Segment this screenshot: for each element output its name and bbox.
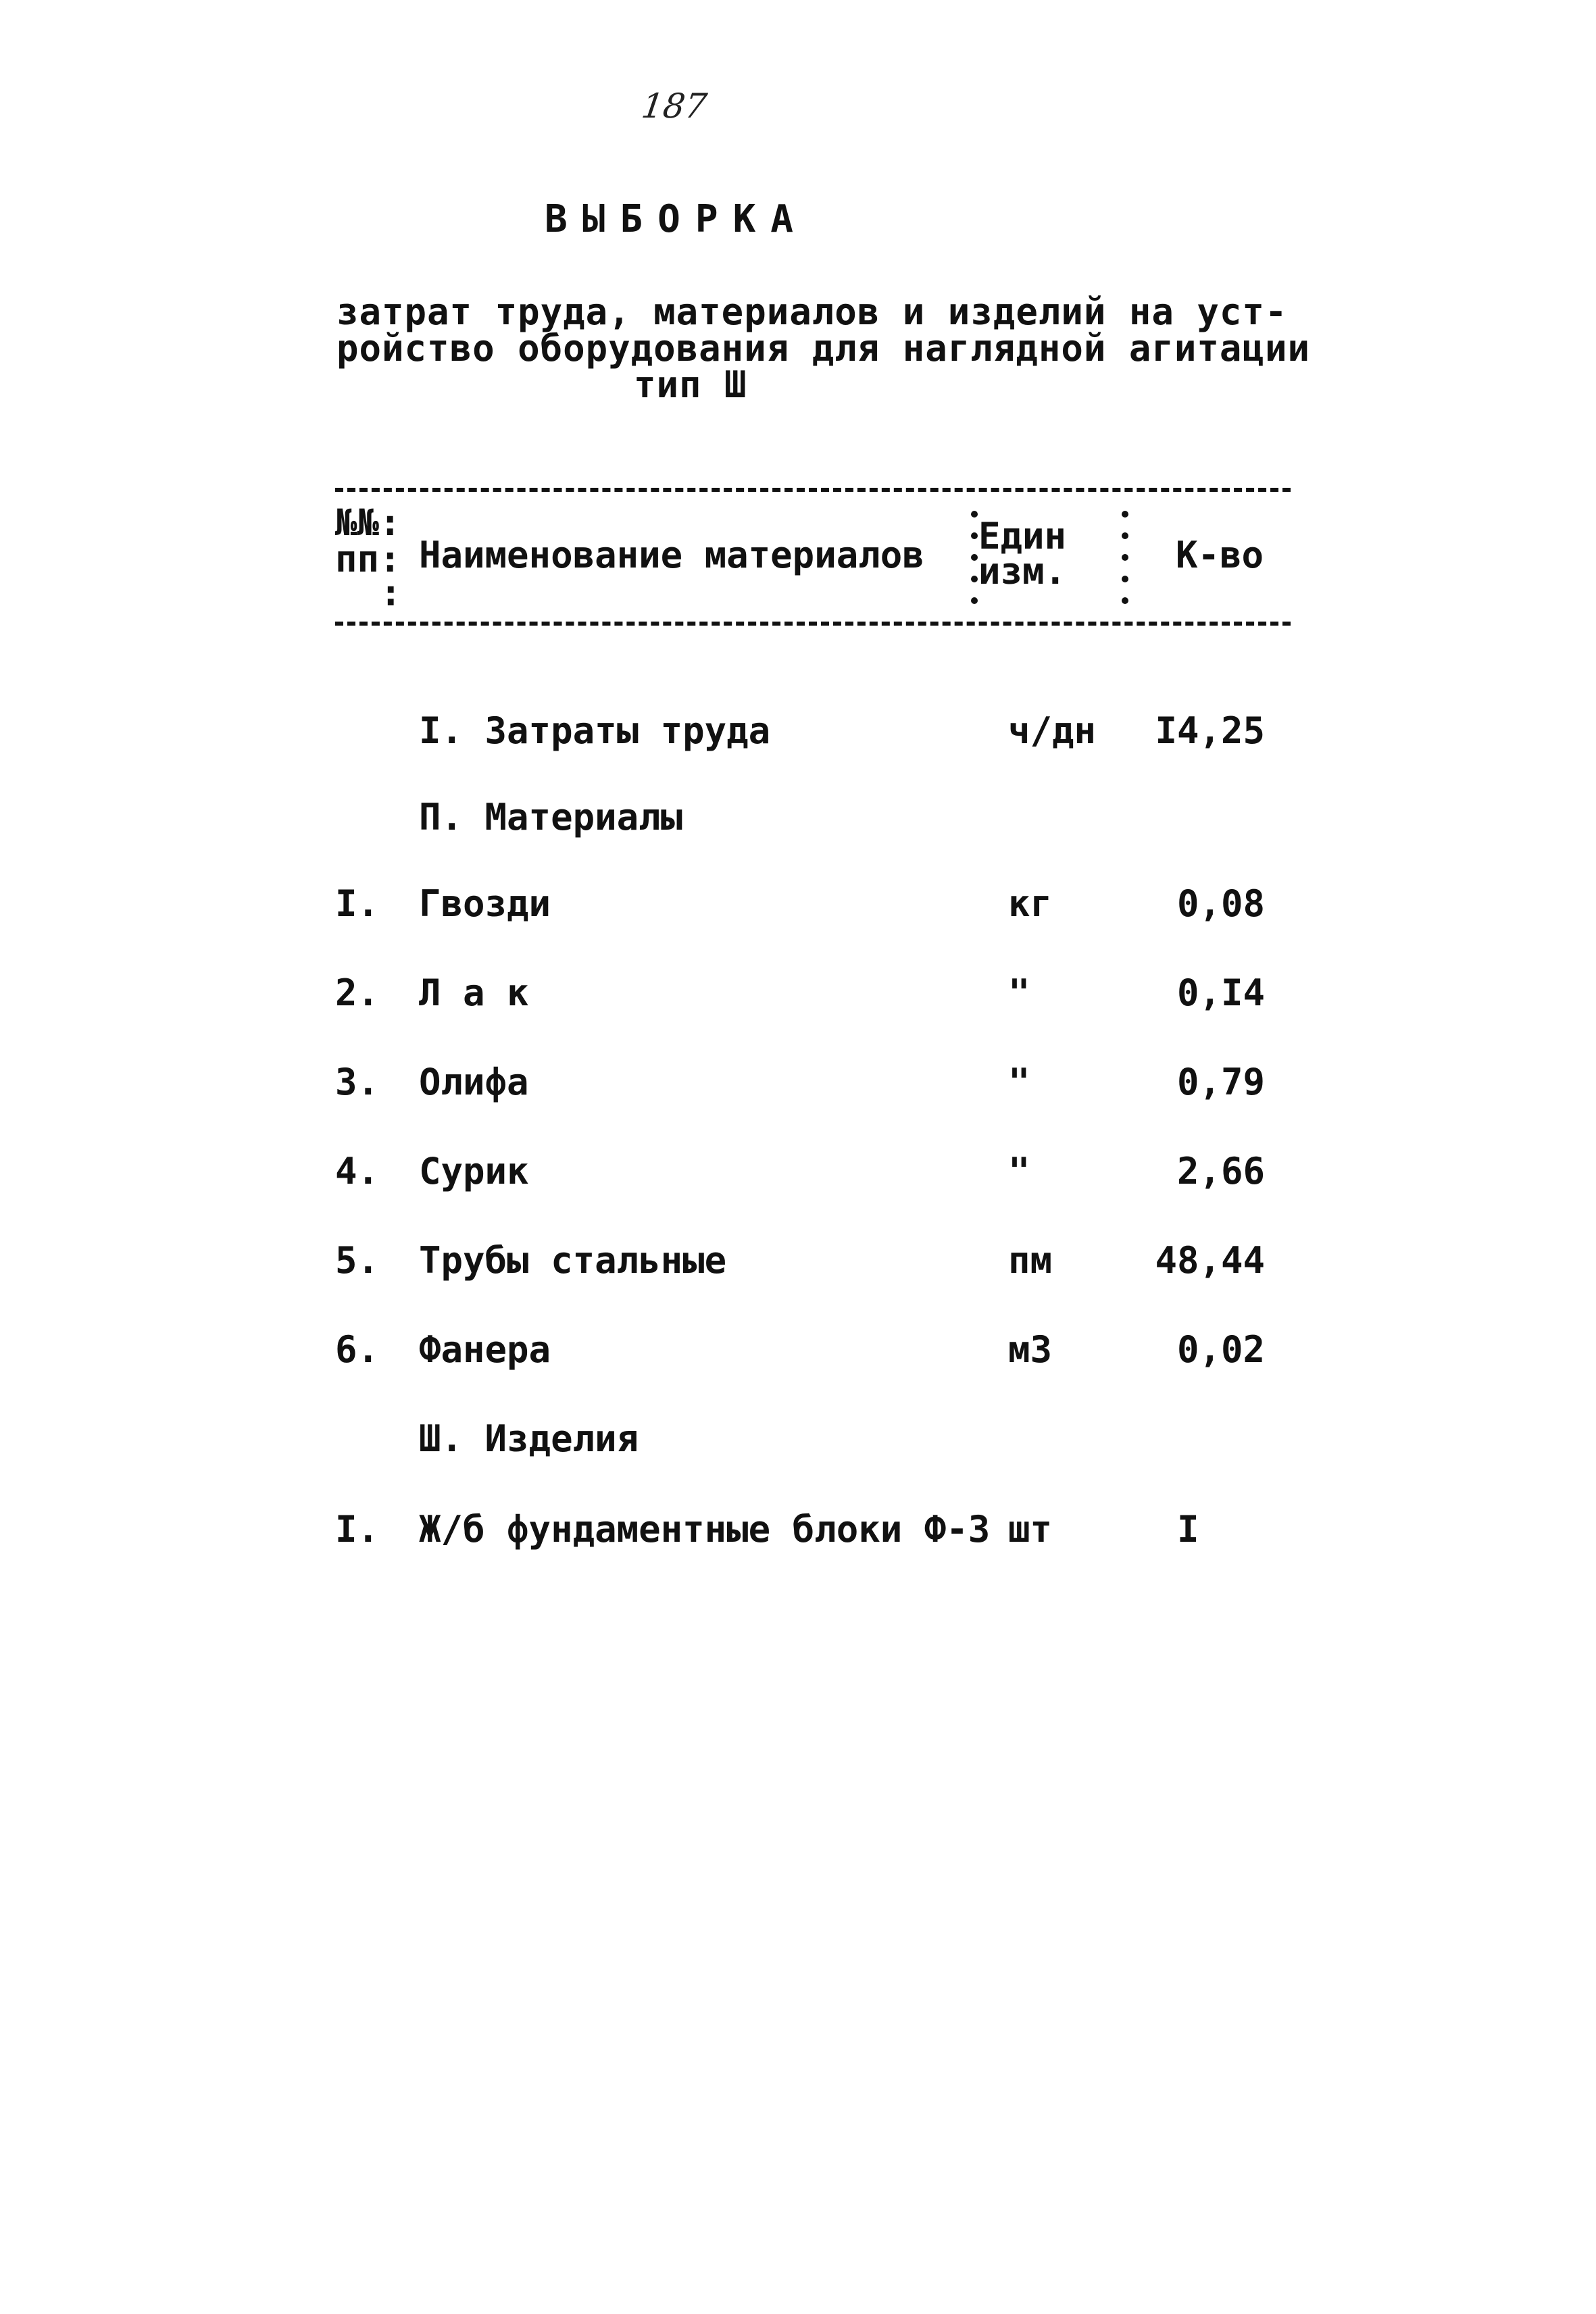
header-name: Наименование материалов	[419, 534, 924, 576]
section-heading: Ш. Изделия	[419, 1417, 639, 1460]
row-number: 5.	[335, 1239, 380, 1282]
row-quantity: 0,I4	[1176, 972, 1265, 1014]
section-heading: П. Материалы	[419, 796, 683, 838]
row-unit: "	[1008, 1061, 1030, 1103]
row-quantity: I	[1177, 1508, 1199, 1551]
row-quantity: I4,25	[1155, 709, 1265, 752]
header-quantity: К-во	[1176, 534, 1264, 576]
header-unit-line-2: изм.	[978, 550, 1067, 593]
table-header-bottom-rule	[335, 622, 1291, 626]
row-name: Л а к	[419, 972, 529, 1014]
row-unit: "	[1008, 972, 1030, 1014]
row-name: Гвозди	[419, 882, 551, 925]
row-quantity: 2,66	[1176, 1150, 1265, 1192]
row-unit: кг	[1008, 882, 1053, 925]
document-title: ВЫБОРКА	[545, 197, 809, 241]
table-top-rule	[335, 488, 1291, 492]
header-number-line-1: №№:	[335, 501, 401, 544]
column-divider-dots	[1122, 511, 1128, 619]
row-number: I.	[335, 882, 380, 925]
row-number: 3.	[335, 1061, 380, 1103]
subtitle-line-3: тип Ш	[634, 363, 747, 406]
row-number: 6.	[335, 1328, 380, 1371]
row-unit: шт	[1008, 1508, 1053, 1551]
header-number-line-3: :	[380, 572, 402, 614]
header-unit-line-1: Един	[978, 515, 1067, 557]
row-unit: ч/дн	[1008, 709, 1097, 752]
row-quantity: 48,44	[1155, 1239, 1265, 1282]
subtitle-line-1: затрат труда, материалов и изделий на уст-	[336, 291, 1288, 333]
row-name: Трубы стальные	[419, 1239, 727, 1282]
row-unit: "	[1008, 1150, 1030, 1192]
row-number: I.	[335, 1508, 380, 1551]
row-name: I. Затраты труда	[419, 709, 771, 752]
row-number: 2.	[335, 972, 380, 1014]
row-name: Фанера	[419, 1328, 551, 1371]
row-name: Сурик	[419, 1150, 529, 1192]
column-divider-dots	[971, 511, 978, 619]
row-name: Ж/б фундаментные блоки Ф-3	[419, 1508, 991, 1551]
page-number: 187	[639, 86, 709, 126]
header-number-line-2: пп:	[335, 538, 401, 580]
row-quantity: 0,79	[1176, 1061, 1265, 1103]
row-number: 4.	[335, 1150, 380, 1192]
row-quantity: 0,08	[1176, 882, 1265, 925]
row-quantity: 0,02	[1176, 1328, 1265, 1371]
row-unit: м3	[1008, 1328, 1053, 1371]
row-unit: пм	[1008, 1239, 1053, 1282]
subtitle-line-2: ройство оборудования для наглядной агитации	[336, 327, 1310, 370]
row-name: Олифа	[419, 1061, 529, 1103]
